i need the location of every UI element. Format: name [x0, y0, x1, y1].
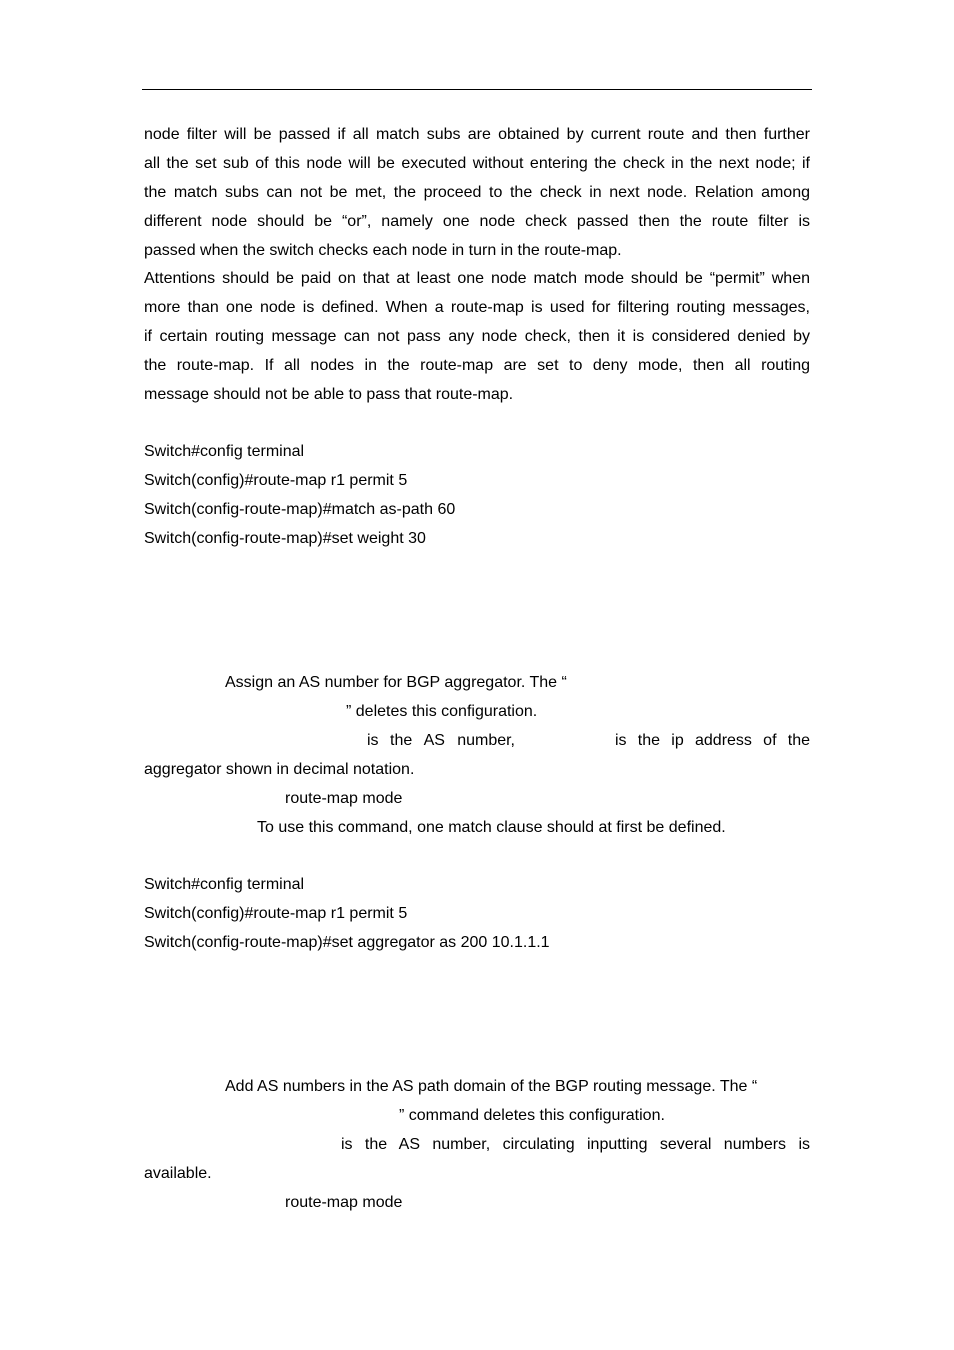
attention-line-3: if certain routing message can not pass any node check, then it is considered denied by	[144, 328, 810, 345]
aggregator-function-line-2: ” deletes this configuration.	[346, 703, 538, 720]
aggregator-usage-guide: To use this command, one match clause should at first be defined.	[257, 819, 726, 836]
aspath-function-line-1: Add AS numbers in the AS path domain of the BGP routing message. The “	[225, 1078, 758, 1095]
aspath-param-line-2: available.	[144, 1165, 212, 1182]
example1-line-4: Switch(config-route-map)#set weight 30	[144, 530, 426, 547]
attention-line-5: message should not be able to pass that route-map.	[144, 386, 514, 403]
intro-line-2: all the set sub of this node will be executed without entering the check in the next node; if	[144, 155, 810, 172]
attention-line-4: the route-map. If all nodes in the route-map are set to deny mode, then all routing	[144, 357, 810, 374]
intro-line-4: different node should be “or”, namely one node check passed then the route filter is	[144, 213, 810, 230]
aspath-function-line-2: ” command deletes this configuration.	[399, 1107, 665, 1124]
example2-line-1: Switch#config terminal	[144, 876, 305, 893]
header-rule	[142, 89, 812, 90]
aggregator-function-line-1: Assign an AS number for BGP aggregator. The “	[225, 674, 567, 691]
intro-line-5: passed when the switch checks each node in turn in the route-map.	[144, 242, 622, 259]
aspath-mode: route-map mode	[285, 1194, 403, 1211]
aggregator-param-line-2: aggregator shown in decimal notation.	[144, 761, 415, 778]
attention-line-2: more than one node is defined. When a route-map is used for filtering routing messages,	[144, 299, 810, 316]
example1-line-2: Switch(config)#route-map r1 permit 5	[144, 472, 408, 489]
example2-line-2: Switch(config)#route-map r1 permit 5	[144, 905, 408, 922]
aggregator-param-is: is	[367, 732, 379, 749]
aggregator-param-as-number: the AS number,	[390, 732, 515, 749]
example2-line-3: Switch(config-route-map)#set aggregator as 200 10.1.1.1	[144, 934, 550, 951]
intro-line-1: node filter will be passed if all match subs are obtained by current route and then further	[144, 126, 810, 143]
attention-line-1: Attentions should be paid on that at least one node match mode should be “permit” when	[144, 270, 810, 287]
example1-line-1: Switch#config terminal	[144, 443, 305, 460]
example1-line-3: Switch(config-route-map)#match as-path 60	[144, 501, 456, 518]
aggregator-mode: route-map mode	[285, 790, 403, 807]
aspath-param-line-1: is the AS number, circulating inputting several numbers is	[341, 1136, 810, 1153]
aggregator-param-ip: is the ip address of the	[615, 732, 810, 749]
intro-line-3: the match subs can not be met, the proceed to the check in next node. Relation among	[144, 184, 810, 201]
